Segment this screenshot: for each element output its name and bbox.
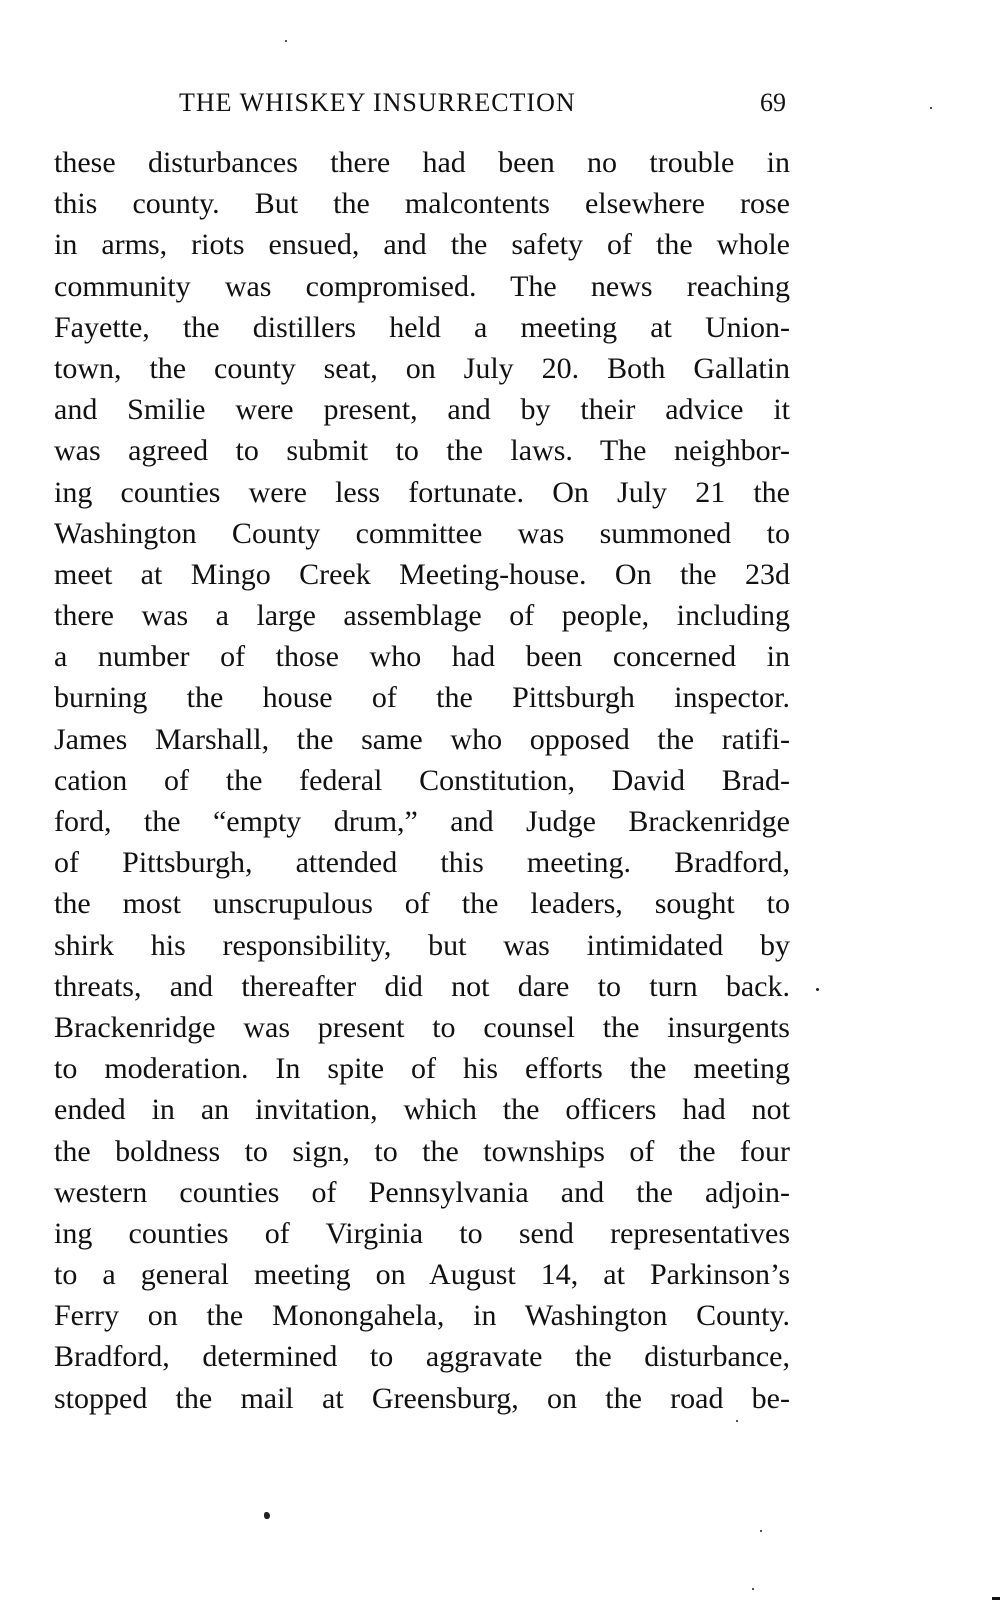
text-line: cation of the federal Constitution, David Brad-	[54, 763, 790, 797]
text-line: a number of those who had been concerned in	[54, 640, 790, 674]
text-line: ford, the “empty drum,” and Judge Brackenridge	[54, 805, 790, 838]
text-line: meet at Mingo Creek Meeting-house. On the 23d	[54, 557, 790, 591]
text-line: Brackenridge was present to counsel the insurgents	[54, 1010, 790, 1044]
text-line: Ferry on the Monongahela, in Washington County.	[54, 1299, 790, 1333]
text-line: ended in an invitation, which the officers had not	[54, 1093, 790, 1127]
ink-speck	[816, 988, 819, 991]
edge-mark	[992, 1597, 1000, 1600]
text-line: and Smilie were present, and by their advice it	[54, 393, 790, 427]
ink-speck	[760, 1530, 762, 1532]
text-line: Bradford, determined to aggravate the disturbance,	[54, 1340, 790, 1374]
text-line: this county. But the malcontents elsewhere rose	[54, 187, 790, 221]
ink-speck	[930, 107, 932, 109]
text-line: community was compromised. The news reaching	[54, 269, 790, 303]
ink-speck	[264, 1512, 270, 1519]
text-line: there was a large assemblage of people, including	[54, 599, 790, 633]
text-line: was agreed to submit to the laws. The neighbor-	[54, 434, 790, 468]
text-line: town, the county seat, on July 20. Both Gallatin	[54, 351, 790, 385]
text-line: James Marshall, the same who opposed the ratifi-	[54, 722, 790, 756]
text-line: in arms, riots ensued, and the safety of the whole	[54, 228, 790, 262]
text-line: of Pittsburgh, attended this meeting. Bradford,	[54, 846, 790, 880]
text-line: the most unscrupulous of the leaders, sought to	[54, 887, 790, 921]
ink-speck	[752, 1588, 754, 1590]
text-line: stopped the mail at Greensburg, on the road be-	[54, 1381, 790, 1415]
text-line: to moderation. In spite of his efforts the meeting	[54, 1052, 790, 1086]
text-line: shirk his responsibility, but was intimidated by	[54, 928, 790, 962]
page-number: 69	[760, 88, 786, 117]
running-header	[54, 86, 790, 120]
text-line: Fayette, the distillers held a meeting at Union-	[54, 310, 790, 344]
text-line: ing counties were less fortunate. On July 21 the	[54, 475, 790, 509]
text-line: Washington County committee was summoned to	[54, 516, 790, 550]
running-title: THE WHISKEY INSURRECTION	[179, 88, 576, 117]
text-line: threats, and thereafter did not dare to turn back.	[54, 969, 790, 1003]
text-line: ing counties of Virginia to send representatives	[54, 1216, 790, 1250]
ink-speck	[285, 40, 287, 42]
text-line: to a general meeting on August 14, at Parkinson’s	[54, 1258, 790, 1292]
body-paragraph	[54, 142, 790, 1419]
ink-speck	[736, 1420, 738, 1422]
text-line: the boldness to sign, to the townships of the four	[54, 1134, 790, 1168]
text-line: western counties of Pennsylvania and the adjoin-	[54, 1175, 790, 1209]
text-line: burning the house of the Pittsburgh inspector.	[54, 681, 790, 715]
text-line: these disturbances there had been no trouble in	[54, 146, 790, 179]
